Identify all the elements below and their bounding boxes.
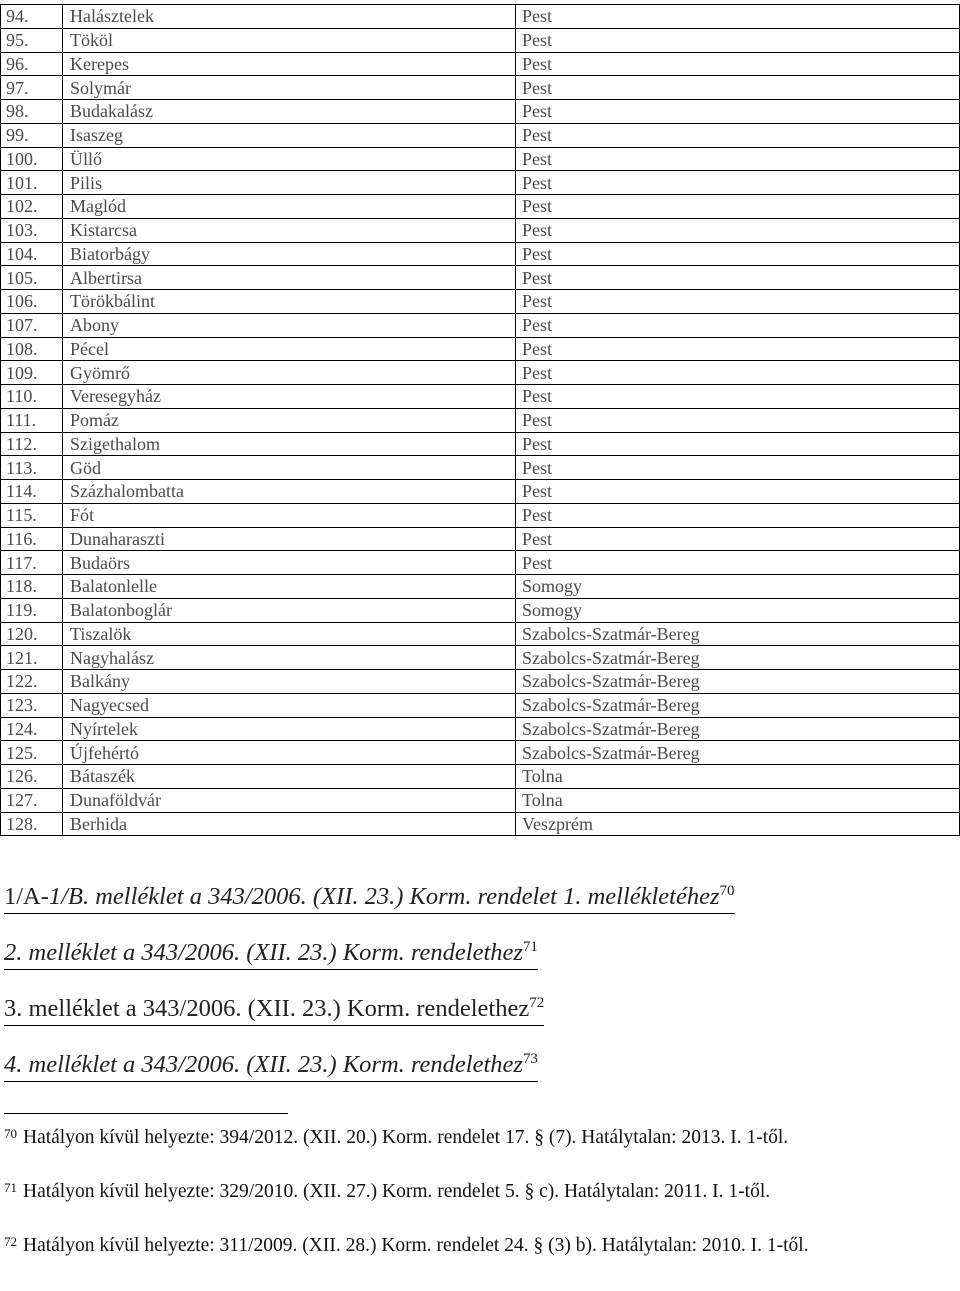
row-number: 101. [1, 171, 63, 195]
table-row [1, 242, 960, 266]
row-number: 126. [1, 765, 63, 789]
settlement-name: Tököl [63, 28, 516, 52]
settlement-name: Nagyecsed [63, 693, 516, 717]
row-number: 104. [1, 242, 63, 266]
table-row [1, 385, 960, 409]
settlement-name: Szigethalom [63, 432, 516, 456]
county-name: Pest [516, 456, 960, 480]
table-row [1, 717, 960, 741]
settlement-name: Isaszeg [63, 123, 516, 147]
settlement-name: Albertirsa [63, 266, 516, 290]
table-row [1, 788, 960, 812]
settlement-name: Kerepes [63, 52, 516, 76]
row-number: 119. [1, 598, 63, 622]
county-name: Pest [516, 76, 960, 100]
row-number: 113. [1, 456, 63, 480]
footnote-70 [4, 1124, 934, 1151]
table-row [1, 693, 960, 717]
settlement-name: Veresegyház [63, 385, 516, 409]
annex-prefix: 1/A- [4, 883, 49, 910]
row-number: 127. [1, 788, 63, 812]
settlement-name: Kistarcsa [63, 218, 516, 242]
table-row [1, 503, 960, 527]
table-row [1, 218, 960, 242]
row-number: 111. [1, 408, 63, 432]
county-name: Szabolcs-Szatmár-Bereg [516, 646, 960, 670]
footnote-ref: 70 [719, 883, 735, 899]
row-number: 121. [1, 646, 63, 670]
settlement-name: Pilis [63, 171, 516, 195]
settlement-name: Maglód [63, 195, 516, 219]
county-name: Pest [516, 337, 960, 361]
footnote-text: Hatályon kívül helyezte: 394/2012. (XII. 20.) Korm. rendelet 17. § (7). Hatálytalan: 2013. I. 1-től. [23, 1127, 789, 1148]
settlement-name: Nyírtelek [63, 717, 516, 741]
settlement-name: Balkány [63, 670, 516, 694]
row-number: 95. [1, 28, 63, 52]
settlement-name: Gyömrő [63, 361, 516, 385]
footnote-72 [4, 1232, 934, 1259]
row-number: 128. [1, 812, 63, 836]
row-number: 97. [1, 76, 63, 100]
settlement-name: Solymár [63, 76, 516, 100]
table-row [1, 551, 960, 575]
county-name: Pest [516, 480, 960, 504]
annex-title: 1/B. melléklet a 343/2006. (XII. 23.) Korm. rendelet 1. mellékletéhez [48, 883, 720, 910]
settlement-name: Abony [63, 313, 516, 337]
table-row [1, 52, 960, 76]
settlement-name: Tiszalök [63, 622, 516, 646]
settlement-name: Százhalombatta [63, 480, 516, 504]
county-name: Pest [516, 242, 960, 266]
county-name: Tolna [516, 765, 960, 789]
footnote-ref: 72 [529, 995, 545, 1011]
row-number: 116. [1, 527, 63, 551]
settlement-name: Üllő [63, 147, 516, 171]
county-name: Somogy [516, 575, 960, 599]
county-name: Tolna [516, 788, 960, 812]
table-row [1, 147, 960, 171]
settlement-name: Berhida [63, 812, 516, 836]
table-row [1, 100, 960, 124]
row-number: 124. [1, 717, 63, 741]
table-row [1, 361, 960, 385]
settlement-name: Pécel [63, 337, 516, 361]
county-name: Pest [516, 100, 960, 124]
annex-title: 3. melléklet a 343/2006. (XII. 23.) Korm. rendelethez [4, 995, 530, 1022]
settlement-name: Budaörs [63, 551, 516, 575]
county-name: Szabolcs-Szatmár-Bereg [516, 622, 960, 646]
annex-title: 4. melléklet a 343/2006. (XII. 23.) Korm. rendelethez [4, 1051, 523, 1078]
row-number: 125. [1, 741, 63, 765]
settlement-name: Dunaharaszti [63, 527, 516, 551]
footnote-number: 72 [4, 1234, 17, 1249]
row-number: 114. [1, 480, 63, 504]
county-name: Pest [516, 385, 960, 409]
county-name: Pest [516, 218, 960, 242]
county-name: Pest [516, 527, 960, 551]
row-number: 112. [1, 432, 63, 456]
settlement-name: Nagyhalász [63, 646, 516, 670]
county-name: Pest [516, 290, 960, 314]
county-name: Somogy [516, 598, 960, 622]
footnote-number: 70 [4, 1126, 17, 1141]
row-number: 106. [1, 290, 63, 314]
table-row [1, 741, 960, 765]
table-row [1, 408, 960, 432]
row-number: 110. [1, 385, 63, 409]
county-name: Szabolcs-Szatmár-Bereg [516, 693, 960, 717]
county-name: Pest [516, 503, 960, 527]
county-name: Szabolcs-Szatmár-Bereg [516, 717, 960, 741]
settlement-name: Újfehértó [63, 741, 516, 765]
settlement-name: Dunaföldvár [63, 788, 516, 812]
table-row [1, 171, 960, 195]
row-number: 107. [1, 313, 63, 337]
county-name: Pest [516, 28, 960, 52]
table-row [1, 290, 960, 314]
table-row [1, 527, 960, 551]
table-row [1, 598, 960, 622]
table-body [1, 5, 960, 836]
table-row [1, 646, 960, 670]
county-name: Pest [516, 52, 960, 76]
annex-heading-3 [4, 994, 544, 1026]
table-row [1, 195, 960, 219]
settlement-name: Budakalász [63, 100, 516, 124]
table-row [1, 28, 960, 52]
county-name: Pest [516, 5, 960, 29]
table-row [1, 76, 960, 100]
annex-heading-1 [4, 882, 735, 914]
footnote-ref: 73 [522, 1051, 538, 1067]
county-name: Szabolcs-Szatmár-Bereg [516, 670, 960, 694]
settlement-name: Göd [63, 456, 516, 480]
county-name: Pest [516, 551, 960, 575]
row-number: 108. [1, 337, 63, 361]
county-name: Pest [516, 123, 960, 147]
table-row [1, 812, 960, 836]
settlement-name: Balatonlelle [63, 575, 516, 599]
county-name: Pest [516, 361, 960, 385]
table-row [1, 266, 960, 290]
table-row [1, 622, 960, 646]
row-number: 118. [1, 575, 63, 599]
settlement-name: Bátaszék [63, 765, 516, 789]
settlement-name: Halásztelek [63, 5, 516, 29]
table-row [1, 670, 960, 694]
annex-heading-4 [4, 1050, 538, 1082]
county-name: Pest [516, 408, 960, 432]
table-row [1, 575, 960, 599]
table-row [1, 5, 960, 29]
row-number: 98. [1, 100, 63, 124]
row-number: 102. [1, 195, 63, 219]
row-number: 96. [1, 52, 63, 76]
footnote-text: Hatályon kívül helyezte: 329/2010. (XII. 27.) Korm. rendelet 5. § c). Hatálytalan: 2011. I. 1-től. [23, 1181, 771, 1202]
table-row [1, 456, 960, 480]
county-name: Pest [516, 195, 960, 219]
settlements-table [0, 4, 960, 836]
settlement-name: Balatonboglár [63, 598, 516, 622]
row-number: 122. [1, 670, 63, 694]
settlement-name: Fót [63, 503, 516, 527]
table-row [1, 480, 960, 504]
county-name: Pest [516, 313, 960, 337]
settlement-name: Törökbálint [63, 290, 516, 314]
row-number: 103. [1, 218, 63, 242]
table-row [1, 432, 960, 456]
row-number: 99. [1, 123, 63, 147]
annex-title: 2. melléklet a 343/2006. (XII. 23.) Korm. rendelethez [4, 939, 523, 966]
annex-heading-2 [4, 938, 538, 970]
county-name: Pest [516, 171, 960, 195]
county-name: Szabolcs-Szatmár-Bereg [516, 741, 960, 765]
row-number: 94. [1, 5, 63, 29]
settlement-name: Pomáz [63, 408, 516, 432]
table-row [1, 337, 960, 361]
row-number: 100. [1, 147, 63, 171]
table-row [1, 313, 960, 337]
footnote-ref: 71 [522, 939, 538, 955]
table-row [1, 123, 960, 147]
county-name: Pest [516, 432, 960, 456]
footnote-number: 71 [4, 1180, 17, 1195]
county-name: Pest [516, 266, 960, 290]
footnote-separator [4, 1113, 288, 1114]
row-number: 123. [1, 693, 63, 717]
footnote-text: Hatályon kívül helyezte: 311/2009. (XII. 28.) Korm. rendelet 24. § (3) b). Hatálytalan: 2010. I. 1-től. [23, 1235, 809, 1256]
settlement-name: Biatorbágy [63, 242, 516, 266]
row-number: 120. [1, 622, 63, 646]
county-name: Pest [516, 147, 960, 171]
row-number: 117. [1, 551, 63, 575]
row-number: 109. [1, 361, 63, 385]
table-row [1, 765, 960, 789]
county-name: Veszprém [516, 812, 960, 836]
footnote-71 [4, 1178, 934, 1205]
row-number: 115. [1, 503, 63, 527]
row-number: 105. [1, 266, 63, 290]
